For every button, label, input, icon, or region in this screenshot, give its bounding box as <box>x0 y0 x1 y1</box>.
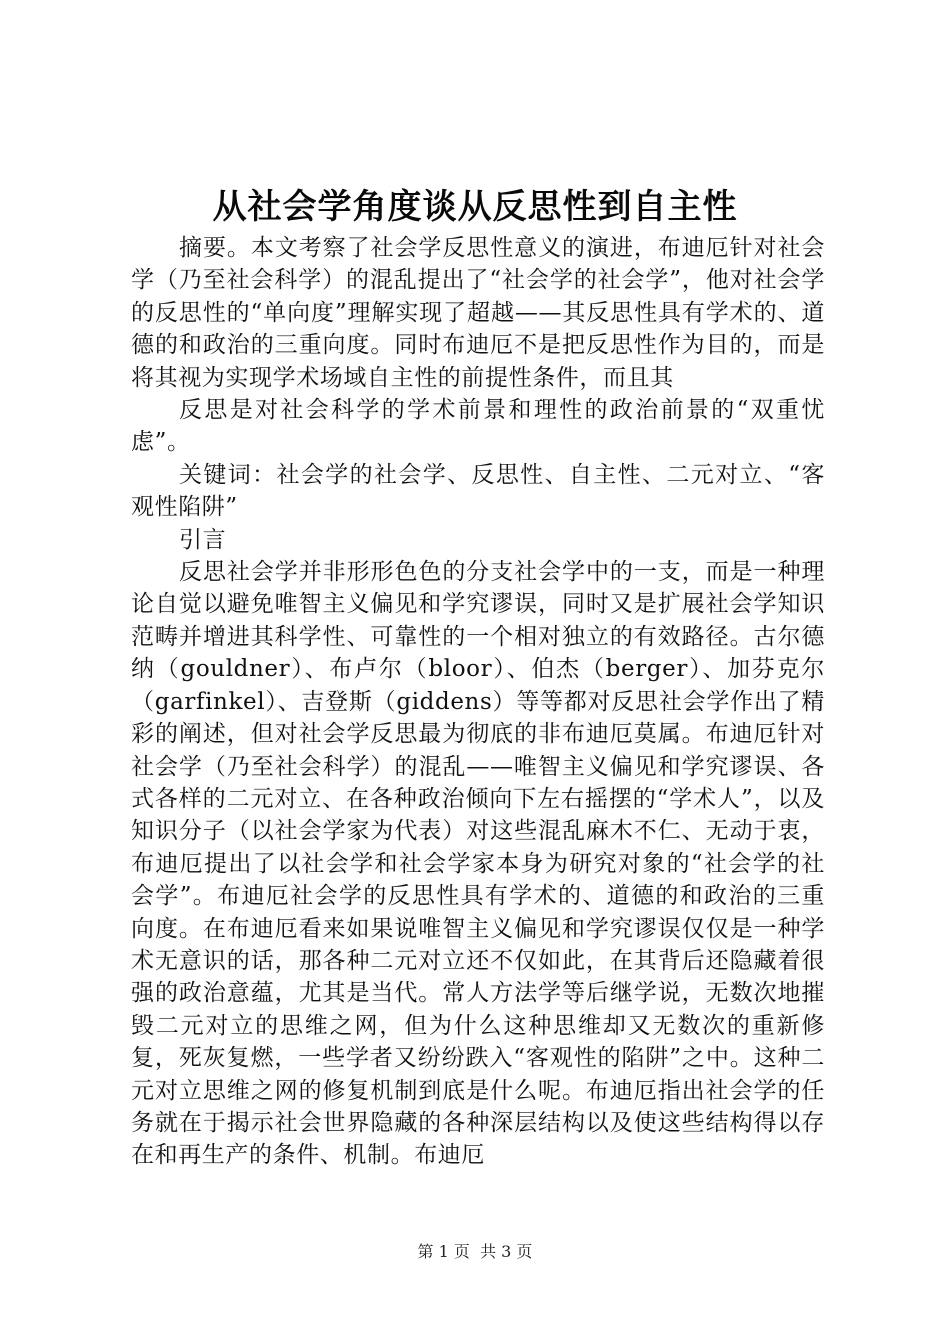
abstract-continuation-paragraph: 反思是对社会科学的学术前景和理性的政治前景的“双重忧虑”。 <box>131 397 825 456</box>
page-number-label: 第 1 页 共 3 页 <box>417 1242 533 1261</box>
page-footer <box>0 1241 950 1263</box>
document-title: 从社会学角度谈从反思性到自主性 <box>212 187 738 227</box>
document-body <box>131 232 825 1172</box>
intro-heading: 引言 <box>179 526 227 553</box>
keywords-paragraph: 关键词：社会学的社会学、反思性、自主性、二元对立、“客观性陷阱” <box>131 461 825 521</box>
intro-body-paragraph: 反思社会学并非形形色色的分支社会学中的一支，而是一种理论自觉以避免唯智主义偏见和学究谬误，同时又是扩展社会学知识范畴并增进其科学性、可靠性的一个相对独立的有效路径。古尔德纳（gouldner）、布卢尔（bloor）、伯杰（berger）、加芬克尔（garfinkel）、吉登斯（giddens）等等都对反思社会学作出了精彩的阐述，但对社会学反思最为彻底的非布迪厄莫属。布迪厄针对社会学（乃至社会科学）的混乱——唯智主义偏见和学究谬误、各式各样的二元对立、在各种政治倾向下左右摇摆的“学术人”，以及知识分子（以社会学家为代表）对这些混乱麻木不仁、无动于衷，布迪厄提出了以社会学和社会学家本身为研究对象的“社会学的社会学”。布迪厄社会学的反思性具有学术的、道德的和政治的三重向度。在布迪厄看来如果说唯智主义偏见和学究谬误仅仅是一种学术无意识的话，那各种二元对立还不仅如此，在其背后还隐藏着很强的政治意蕴，尤其是当代。常人方法学等后继学说，无数次地摧毁二元对立的思维之网，但为什么这种思维却又无数次的重新修复，死灰复燃，一些学者又纷纷跌入“客观性的陷阱”之中。这种二元对立思维之网的修复机制到底是什么呢。布迪厄指出社会学的任务就在于揭示社会世界隐藏的各种深层结构以及使这些结构得以存在和再生产的条件、机制。布迪厄 <box>131 559 825 1169</box>
abstract-paragraph: 摘要。本文考察了社会学反思性意义的演进，布迪厄针对社会学（乃至社会科学）的混乱提出了“社会学的社会学”，他对社会学的反思性的“单向度”理解实现了超越——其反思性具有学术的、道德的和政治的三重向度。同时布迪厄不是把反思性作为目的，而是将其视为实现学术场域自主性的前提性条件，而且其 <box>131 235 825 391</box>
